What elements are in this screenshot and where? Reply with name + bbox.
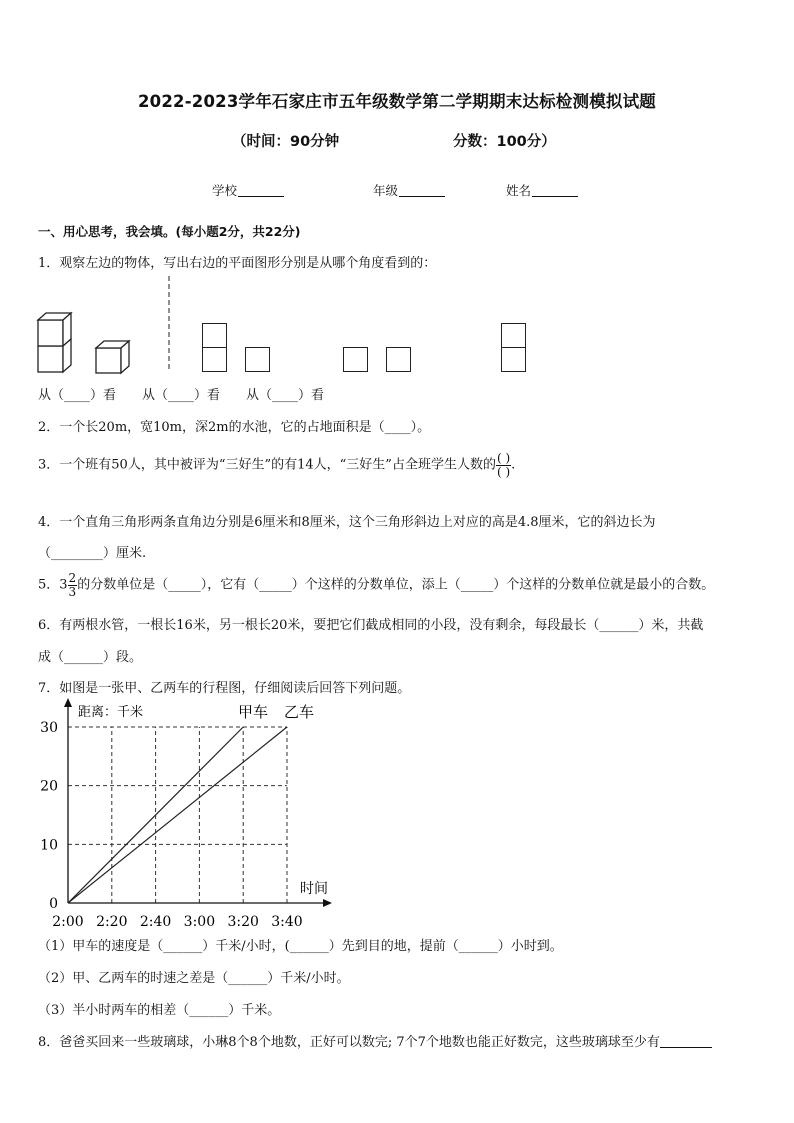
y-tick-label: 0	[49, 896, 58, 912]
x-tick-label: 2:40	[139, 914, 172, 930]
fraction-denominator: ( )	[496, 464, 511, 479]
fraction-numerator: 2	[68, 571, 77, 585]
section-heading: 一、用心思考，我会填。(每小题2分，共22分)	[38, 224, 301, 239]
y-tick-label: 10	[40, 837, 58, 854]
fraction-denominator: 3	[68, 584, 77, 599]
x-tick-label: 3:00	[183, 914, 216, 930]
view-b-right-square	[386, 347, 411, 372]
question-4-line2: （________）厘米.	[38, 546, 147, 561]
question-5-text: 的分数单位是（_____），它有（_____）个这样的分数单位，添上（_____）个这样的分数单位就是最小的合数。	[77, 577, 715, 593]
series-label-2: 乙车	[283, 703, 315, 721]
name-label: 姓名	[506, 183, 532, 198]
y-tick-label: 30	[40, 720, 58, 736]
grade-label: 年级	[373, 183, 399, 198]
x-axis-arrow	[323, 899, 332, 907]
series-line-2	[68, 727, 287, 903]
view-b-left-square	[343, 347, 368, 372]
question-8	[38, 1031, 712, 1050]
view-label-1[interactable]: 从（____）看	[38, 388, 117, 403]
page-title: 2022-2023学年石家庄市五年级数学第二学期期末达标检测模拟试题	[138, 92, 656, 111]
question-7-sub2: （2）甲、乙两车的时速之差是（______）千米/小时。	[38, 971, 350, 986]
view-c-bottom-square	[501, 347, 526, 372]
view-a-bottom-square	[202, 347, 227, 372]
x-axis-label: 时间	[300, 881, 328, 897]
question-3	[38, 452, 515, 478]
exam-time: （时间：90分钟	[232, 134, 340, 150]
question-1: 1．观察左边的物体，写出右边的平面图形分别是从哪个角度看到的：	[38, 256, 437, 271]
view-label-2[interactable]: 从（____）看	[142, 388, 221, 403]
y-axis-arrow	[64, 698, 72, 707]
answer-blank[interactable]	[660, 1035, 712, 1048]
y-axis-label: 距离：千米	[78, 705, 144, 720]
x-tick-label: 3:40	[271, 914, 303, 930]
x-tick-label: 2:00	[52, 914, 84, 930]
view-label-3[interactable]: 从（____）看	[246, 388, 325, 403]
stacked-cubes	[38, 313, 71, 372]
question-7: 7．如图是一张甲、乙两车的行程图，仔细阅读后回答下列问题。	[38, 681, 411, 696]
y-tick-label: 20	[40, 778, 58, 795]
question-7-sub1: （1）甲车的速度是（______）千米/小时，(______）先到目的地，提前（______）小时到。	[38, 939, 563, 954]
view-c-top-square	[501, 323, 526, 348]
question-5-number: 5．3	[38, 577, 68, 593]
mixed-fraction	[68, 572, 78, 598]
view-a-top-square	[202, 323, 227, 348]
question-7-sub3: （3）半小时两车的相差（______）千米。	[38, 1003, 281, 1018]
question-4: 4．一个直角三角形两条直角边分别是6厘米和8厘米，这个三角形斜边上对应的高是4.8厘米，它的斜边长为	[38, 515, 656, 530]
question-5	[38, 572, 714, 598]
single-cube	[96, 341, 129, 373]
fraction-numerator: ( )	[496, 451, 511, 465]
x-tick-label: 3:20	[227, 914, 259, 930]
series-label-1: 甲车	[237, 703, 269, 721]
question-3-text: 3．一个班有50人，其中被评为“三好生”的有14人，“三好生”占全班学生人数的	[38, 457, 496, 473]
question-8-text: 8．爸爸买回来一些玻璃球，小琳8个8个地数，正好可以数完; 7个7个地数也能正好数完，这些玻璃球至少有	[38, 1035, 660, 1050]
view-a-right-square	[245, 347, 270, 372]
exam-score: 分数：100分）	[453, 134, 556, 150]
cube-figure	[0, 0, 794, 400]
question-6-line2: 成（______）段。	[38, 650, 143, 665]
question-2: 2．一个长20m，宽10m，深2m的水池，它的占地面积是（____）。	[38, 420, 431, 435]
fraction-blank[interactable]	[496, 452, 511, 478]
x-tick-label: 2:20	[96, 914, 128, 930]
question-6: 6．有两根水管，一根长16米，另一根长20米，要把它们截成相同的小段，没有剩余，每段最长（______）米，共截	[38, 618, 704, 633]
travel-chart	[0, 690, 340, 935]
school-label: 学校	[212, 183, 238, 198]
question-3-end: .	[511, 457, 516, 473]
